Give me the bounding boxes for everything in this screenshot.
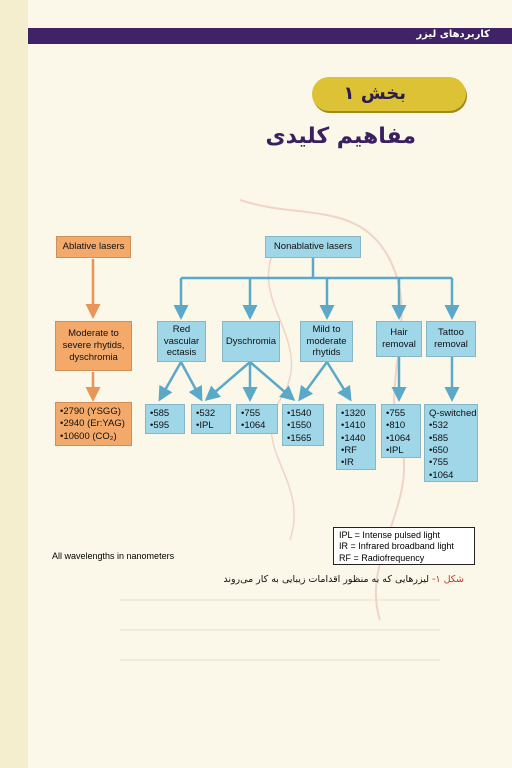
wavelength-item: •755 — [429, 457, 449, 469]
wavelength-item: •595 — [150, 420, 170, 432]
wavelength-item: •650 — [429, 445, 449, 457]
background-sketch — [60, 180, 480, 740]
wavelength-item: •585 — [150, 408, 170, 419]
wavelength-item: •1565 — [287, 432, 312, 444]
category-line: vascular — [163, 335, 200, 347]
wavelength-item: •755 — [241, 408, 261, 419]
wavelengths-hair — [381, 404, 421, 458]
category-line: Red — [172, 323, 191, 335]
wavelength-item: Q-switched — [429, 408, 477, 419]
condition-line: dyschromia — [69, 351, 118, 363]
wavelengths-tattoo — [424, 404, 478, 482]
category-line: moderate — [306, 335, 347, 347]
wavelength-item: •1410 — [341, 420, 366, 432]
category-line: Tattoo — [438, 327, 464, 339]
condition-line: Moderate to — [68, 328, 119, 340]
wavelength-item: •532 — [429, 420, 449, 432]
nonablative-lasers-box — [265, 236, 361, 258]
legend-entry: IR = Infrared broadband light — [339, 541, 454, 552]
category-red-vascular — [157, 321, 206, 362]
caption-text: لیزرهایی که به منظور اقدامات زیبایی به کار می‌روند — [223, 574, 429, 585]
page-title: مفاهیم کلیدی — [265, 124, 416, 149]
running-header — [28, 28, 512, 44]
ablative-condition-box — [55, 321, 132, 371]
legend-entry: RF = Radiofrequency — [339, 552, 425, 563]
wavelength-item: •IPL — [386, 445, 404, 457]
wavelengths-532-ipl — [191, 404, 231, 434]
category-line: Mild to — [312, 323, 341, 335]
ablative-title: Ablative lasers — [62, 241, 125, 253]
category-tattoo-removal — [426, 321, 476, 357]
category-line: rhytids — [312, 347, 341, 359]
wavelengths-755-1064 — [236, 404, 278, 434]
condition-line: severe rhytids, — [62, 340, 125, 352]
ablative-wavelengths-box — [55, 402, 132, 446]
wavelength-item: •1320 — [341, 408, 366, 419]
wavelength-item: •2940 (Er:YAG) — [60, 418, 125, 430]
category-line: removal — [434, 339, 468, 350]
wavelength-item: •585 — [429, 432, 449, 444]
category-line: Hair — [390, 327, 408, 339]
wavelength-item: •1064 — [429, 469, 454, 481]
wavelengths-585-595 — [145, 404, 185, 434]
page-margin-strip — [0, 0, 28, 768]
units-note: All wavelengths in nanometers — [52, 551, 175, 561]
section-badge — [312, 77, 466, 111]
wavelength-item: •1064 — [241, 420, 266, 432]
wavelengths-1540-1565 — [282, 404, 324, 446]
wavelength-item: •IPL — [196, 420, 214, 432]
category-line: ectasis — [166, 347, 197, 359]
abbreviation-legend — [333, 527, 475, 565]
category-line: Dyschromia — [225, 335, 277, 347]
wavelength-item: •810 — [386, 420, 406, 432]
category-dyschromia — [222, 321, 280, 362]
category-rhytids — [300, 321, 353, 362]
category-hair-removal — [376, 321, 422, 357]
wavelength-item: •755 — [386, 408, 406, 419]
figure-label: شکل ۱- — [432, 574, 464, 585]
wavelength-item: •1550 — [287, 420, 312, 432]
wavelength-item: •1064 — [386, 432, 411, 444]
nonablative-title: Nonablative lasers — [273, 241, 353, 253]
wavelength-item: •IR — [341, 457, 354, 469]
wavelength-item: •2790 (YSGG) — [60, 406, 121, 417]
wavelength-item: •RF — [341, 445, 357, 457]
wavelength-item: •10600 (CO₂) — [60, 430, 117, 442]
figure-caption — [223, 574, 464, 585]
wavelengths-1320-ir — [336, 404, 376, 470]
wavelength-item: •532 — [196, 408, 216, 419]
category-line: removal — [382, 339, 416, 350]
legend-entry: IPL = Intense pulsed light — [339, 530, 440, 540]
running-title: کاربردهای لیزر — [416, 29, 490, 40]
section-label: بخش ۱ — [343, 83, 406, 104]
wavelength-item: •1540 — [287, 408, 312, 419]
ablative-lasers-box — [56, 236, 131, 258]
wavelength-item: •1440 — [341, 432, 366, 444]
